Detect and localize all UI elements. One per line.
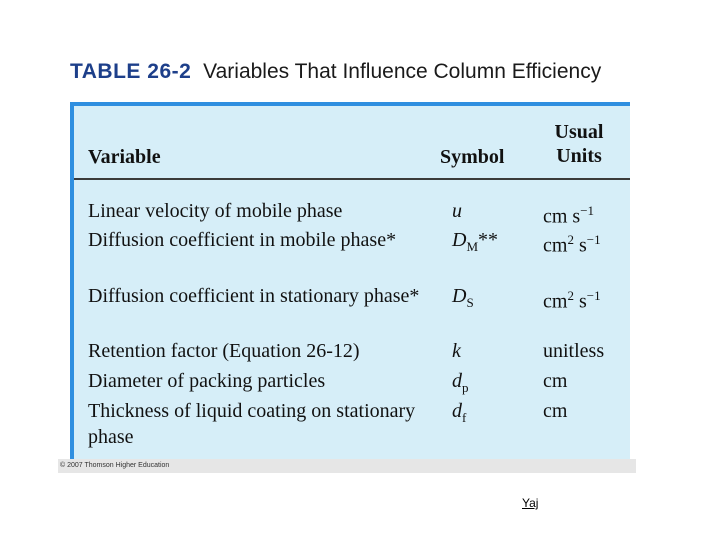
cell-symbol: k	[452, 340, 461, 362]
cell-symbol: $D_S$	[452, 285, 474, 310]
cell-unit: $cm^2$ $s^{-1}$	[543, 232, 601, 257]
cell-symbol: $D_M**$	[452, 229, 499, 254]
header-variable: Variable	[88, 146, 161, 168]
cell-symbol: $d_p$	[452, 370, 469, 395]
cell-variable: Retention factor (Equation 26-12)	[88, 340, 360, 362]
copyright-notice: © 2007 Thomson Higher Education	[58, 459, 636, 473]
table-left-border	[70, 106, 74, 460]
cell-variable: Diffusion coefficient in mobile phase*	[88, 229, 397, 251]
table-title: Variables That Influence Column Efficiency	[203, 60, 602, 83]
cell-variable: Linear velocity of mobile phase	[88, 200, 343, 222]
cell-symbol: $d_f$	[452, 400, 467, 425]
table-number: TABLE 26-2	[70, 60, 192, 83]
cell-unit: $cm^2$ $s^{-1}$	[543, 288, 601, 313]
cell-unit: cm	[543, 400, 568, 422]
cell-variable: Thickness of liquid coating on stationary phase	[88, 400, 416, 448]
cell-variable: Diameter of packing particles	[88, 370, 326, 392]
cell-symbol: u	[452, 200, 462, 222]
data-table	[70, 102, 630, 460]
cell-unit: cm	[543, 370, 568, 392]
table-caption	[70, 60, 601, 84]
footer-link[interactable]: Yaj	[522, 496, 539, 510]
cell-unit: cm $s^{-1}$	[543, 203, 595, 228]
cell-unit: unitless	[543, 340, 605, 362]
header-symbol: Symbol	[440, 146, 505, 168]
header-units-line2: Units	[556, 145, 602, 167]
header-units-line1: Usual	[554, 121, 604, 143]
cell-variable: Diffusion coefficient in stationary phase*	[88, 285, 420, 307]
header-rule	[74, 178, 630, 180]
header-units	[542, 120, 616, 168]
